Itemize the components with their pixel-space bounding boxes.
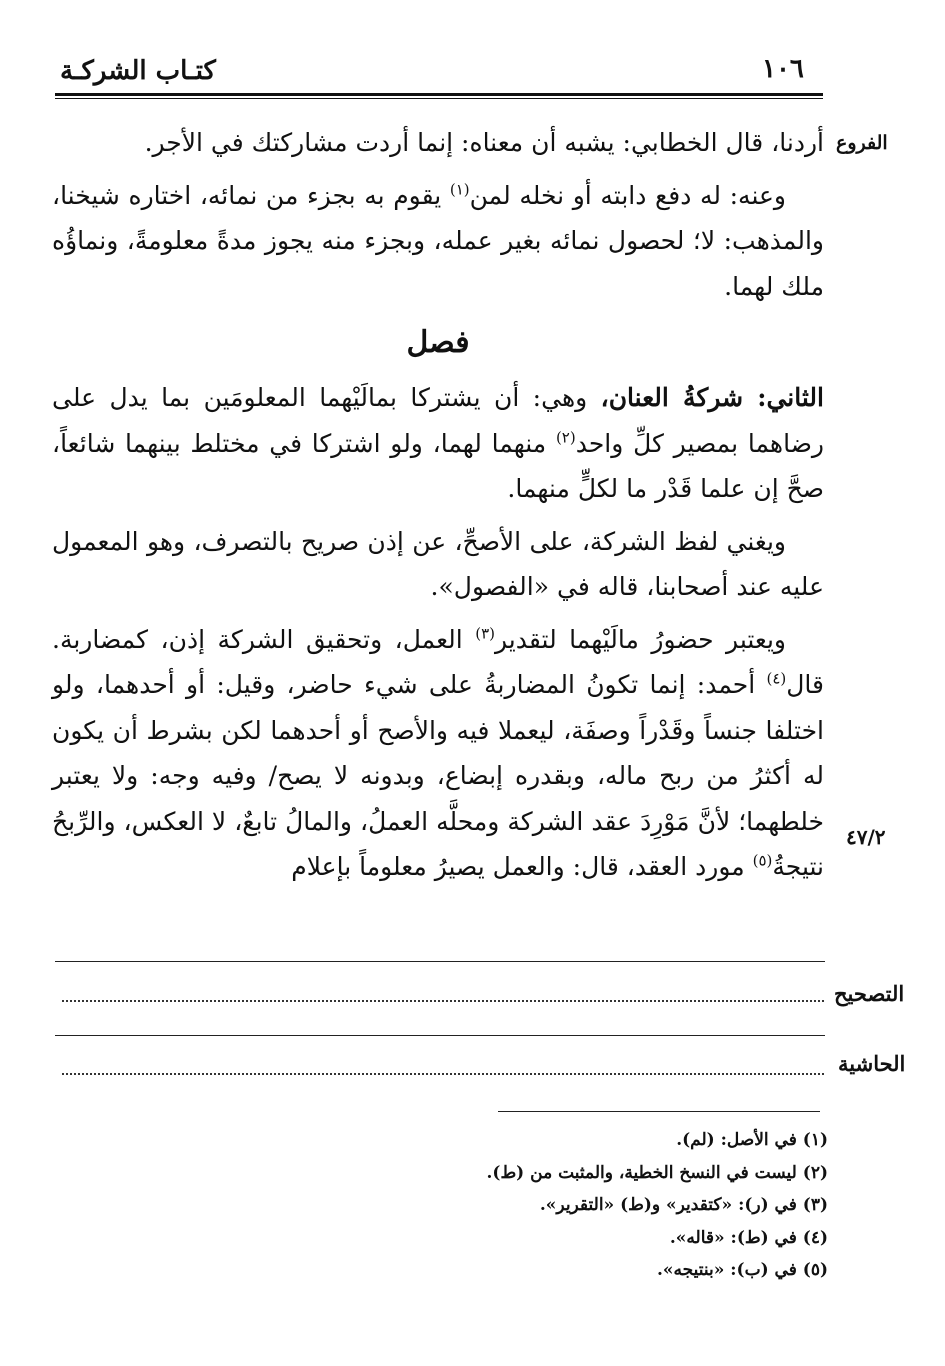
footnote-2: (٢) ليست في النسخ الخطية، والمثبت من (ط).: [486, 1162, 828, 1183]
paragraph-1: [52, 120, 824, 166]
tashih-separator: [55, 1035, 825, 1036]
running-header-title: كتـاب الشركـة: [60, 56, 216, 86]
paragraph-3-text-b: منهما لهما، ولو اشتركا في مختلط بينهما شائعاً، صحَّ إن علما قَدْر ما لكلٍّ منهما.: [52, 428, 824, 503]
footnote-separator: [498, 1111, 820, 1112]
tashih-label: التصحيح: [834, 981, 905, 1006]
paragraph-3-text-a: وهي: أن يشتركا بمالَيْهما المعلومَين بما يدل على رضاهما بمصير كلِّ واحد: [52, 383, 824, 458]
paragraph-4-text: ويغني لفظ الشركة، على الأصحِّ، عن إذن صريح بالتصرف، وهو المعمول عليه عند أصحابنا، قاله في «الفصول».: [52, 526, 824, 601]
paragraph-2-text-b: يقوم به بجزء من نمائه، اختاره شيخنا، والمذهب: لا؛ لحصول نمائه بغير عمله، وبجزء منه يجوز مدةً معلومةً، ونماؤُه ملك لهما.: [52, 180, 824, 301]
paragraph-5-text-d: مورد العقد، قال: والعمل يصيرُ معلوماً بإعلام: [291, 852, 753, 881]
tashih-dotted-line: [62, 1000, 824, 1002]
main-text-separator: [55, 961, 825, 962]
paragraph-2-text-a: وعنه: له دفع دابته أو نخله لمن: [469, 180, 786, 210]
footnote-5: (٥) في (ب): «بنتيجه».: [656, 1260, 828, 1280]
paragraph-5-text-b: العمل، وتحقيق الشركة إذن، كمضاربة. قال: [52, 624, 824, 699]
paragraph-2: [52, 173, 824, 310]
footnote-3: (٣) في (ر): «كتقدير» و(ط) «التقرير».: [539, 1195, 828, 1215]
margin-note-reference: ٤٧/٢: [846, 825, 886, 849]
footnotes: [380, 1124, 828, 1287]
footnote-ref-5: (٥): [752, 851, 773, 870]
paragraph-1-text: أردنا، قال الخطابي: يشبه أن معناه: إنما أردت مشاركتك في الأجر.: [144, 128, 824, 157]
paragraph-5-text-c: أحمد: إنما تكونُ المضاربةُ على شيء حاضر، وقيل: أو أحدهما، ولو اختلفا جنساً وقَدْراً وصفَة، ليعملا فيه والأصح أو أحدهما لكن بشرط أن يكون له أكثرُ من ربح ماله، وبقدره إبضاع، وبدونه لا يصح/ وفيه وجه: ولا يعتبر خلطهما؛ لأنَّ مَوْرِدَ عقد الشركة ومحلَّه العملُ، والمالُ تابعٌ، لا العكس، والرِّبحُ نتيجةُ: [52, 670, 824, 881]
footnote-ref-2: (٢): [555, 428, 576, 447]
paragraph-3-keyword: الثاني: شركةُ العنان،: [600, 383, 824, 412]
footnote-ref-3: (٣): [475, 624, 495, 643]
section-heading: فصل: [406, 325, 470, 360]
footnote-ref-4: (٤): [766, 669, 787, 688]
header-rule: [55, 93, 823, 96]
footnote-ref-1: (١): [449, 180, 470, 199]
hashiya-dotted-line: [62, 1073, 824, 1075]
paragraph-4: [52, 519, 824, 610]
main-text: [52, 120, 824, 897]
page-number: ١٠٦: [762, 54, 804, 84]
margin-note-furu: الفروع: [836, 132, 888, 154]
paragraph-5-text-a: ويعتبر حضورُ مالَيْهما لتقدير: [495, 624, 786, 654]
header-rule-thin: [55, 98, 823, 99]
paragraph-3: [52, 375, 824, 512]
footnote-1: (١) في الأصل: (لم).: [676, 1130, 828, 1150]
paragraph-5: [52, 617, 824, 890]
hashiya-label: الحاشية: [838, 1051, 906, 1076]
footnote-4: (٤) في (ط): «قاله».: [669, 1227, 828, 1248]
